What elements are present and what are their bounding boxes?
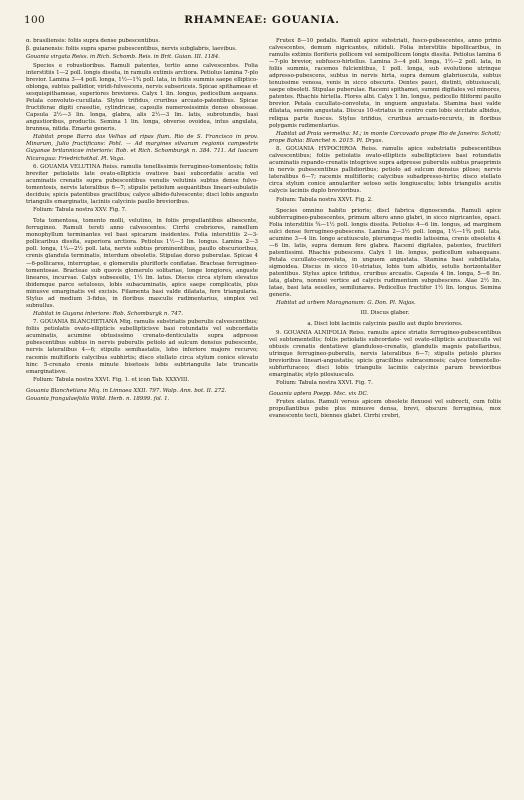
right-column-paragraph: a. Disci lobi laciniis calycinis paullo aut duplo breviores. — [307, 320, 463, 327]
right-column-paragraph: Habitat ad urbem Maragnanum: G. Don. Pl. Najas. — [276, 300, 416, 307]
right-column-paragraph: III. Discus glaber. — [360, 310, 410, 317]
left-column-paragraph: Habitat prope Barra das Velhas ad ripas flum. Rio de S. Francisco in prov. Minarum, Julio fructificans: Pohl. — Ad margines silvarum regionis campestris Guyanae britannicae interioris: Rob. et Rich. Schomburgk n. 384. 711. Ad luacum Nicaragua: Friedrichsthal. Pl. Vaga. — [26, 134, 258, 162]
right-text-column — [269, 38, 501, 786]
page-number: 100 — [24, 14, 45, 26]
page-header — [24, 14, 500, 28]
right-column-paragraph: Folium: Tabula nostra XXVI. Fig. 7. — [276, 380, 373, 387]
left-column-paragraph: Folium: Tabula nostra XXV. Fig. 7. — [33, 207, 127, 214]
left-column-paragraph: α. brasiliensis: foliis supra dense pubescentibus. — [26, 38, 161, 44]
left-column-paragraph: Species e robustioribus. Ramuli patentes, tertio anno calvescentes. Folia interstitiis 1—2 poll. longis dissita, in ramulis extimis arctiora. Petiolus lamina 7-plo brevior. Lamina 3—4 poll. longa, 1½—1¾ poll. lata, in foliis summis saepe elliptico-oblonga, subtus pallidior, viridi-fulvescens, nervis subsericeis. Spicae spithameae et sesquispithameae, superiores breviores. Calyx 1 lin. longus, pedicellum aequans. Petala convoluto-cucullata. Stylus trifidus, cruribus arcuato-patentibus. Spicae fructiferae digiti crassitie, cylindricae, capsulis numerosissimis denso obsessae. Capsula 2½—3 lin. longa, glabra, alis 2½—3 lin. latis, subrotundis, basi angustioribus, productis. Semina 1 lin. longa, obverse ovoidea, intus angulata, brunnea, nitida. Emarte generis. — [26, 62, 258, 133]
right-column-paragraph: 9. GOUANIA ALNIFOLIA Reiss. ramulis apice striatis ferrugineo-pubescentibus vel subtomentellis; foliis petiolatis subcordato- vel ovato-ellipticis acutiusculis vel obtusis crenatis dentatisve glanduloso-crenatis, glandulis magnis patellaribus, utrinque ferrugineo-puberulis, nervis lateralibus 6—7; stipulis petiolo pluries brevioribus lineari-angustatis; spicis gracilibus subracemosis; calyce tomentello-subfurfuraceo; disci lobis triangulis laciniis calycinis parum brevioribus emarginatis; stylo pilosiusculo. — [269, 329, 501, 378]
right-column-paragraph: 8. GOUANIA HYPOCHROA Reiss. ramulis apice substriatis pubescentibus calvescentibus; foliis petiolatis ovato-ellipticis subellipticisve basi rotundatis acuminatis repando-crenatis integrisve supra adpresse puberulis subtus praeprimis in nervis pubescentibus pallidioribus; petiolo ad sulcum densius piloso; nervis lateralibus 6—7; racemis multifloris; calycibus subadpresso-hirtis; disco stellato circa stylum conice annulariter setoso setis longiusculis; lobis triangulis acutis calycis laciniis duplo brevioribus. — [269, 146, 501, 195]
right-column-paragraph: Frutex elatus. Ramuli versus apicem obsolete flexuosi vel subrecti, cum foliis propullantibus pube plus minusve densa, brevi, obscure ferruginea, mox evanescente tecti, biennes glabri. Cirrhi crebri, — [269, 399, 501, 420]
right-column-paragraph: Folium: Tabula nostra XXVI. Fig. 2. — [276, 196, 373, 203]
right-column-paragraph: Species omnino habitu prioris; discl fabrica dignoscenda. Ramuli apice subferrugineo-pubescentes, primum altero anno glabri, in sicco nigricantes, opaci. Folia interstitiis ¾—1½ poll. longis dissita. Petiolus 4—6 lin. longus, ad marginem sulci dense ferrugineo-pubescens. Lamina 2—3½ poll. longa, 1½—1¾ poll. lata, acumine 3—4 lin. longo acutiusculo, plerumque medio latissima, crenis obsoletis 4—6 lin. latis, supra demum fere glabra. Racemi digitales, patentes, fructiferi patentissimi. Rhachis pubescens. Calyx 1 lin. longus, pedicellum subaequans. Petala cucullato-convoluta, in unguem angustata. Stamina basi subdilatata, sigmoidea. Discus in sicco 10-striatus, lobis tum albidis, setulis horizontaliter patentibus. Stylus apice trifidus, cruribus arcuatis. Capsula 4 lin. longa, 5—6 lin. lata, glabra, nonnisi vertice ad calycis rudimentum subpubescens. Alae 2½ lin. latae, basi lata sessiles, semilunares. Pedicellus fructifer 1½ lin. longus. Semina generis. — [269, 207, 501, 299]
left-column-paragraph: β. guianensis: foliis supra sparse pubescentibus, nervis subglabris, laevibus. — [26, 46, 237, 53]
running-title: RHAMNEAE: GOUANIA. — [184, 14, 340, 26]
left-text-column — [26, 38, 258, 786]
left-column-paragraph: Gouania virgata Reiss. in Rich. Schomb. Reis. in Brit. Guian. III. 1184. — [26, 54, 220, 61]
right-column-paragraph: Habitat ad Praia vermelha: M.; in monte Corcovado prope Rio de Janeiro: Schott; prope Bahia: Blanchet n. 2015. Pl. Dryas. — [269, 130, 501, 144]
left-column-paragraph: Habitat in Guyana interiore: Rob. Schomburgk n. 747. — [33, 311, 183, 318]
right-column-paragraph: Frutex 8—10 pedalis. Ramuli apice substriati, fusco-pubescentes, anno primo calvescentes, demum nigricantes, nitiduli. Folia interstitiis bipollicaribus, in ramulis extimis floriferis pollicem vel semipollicem longis dissita. Petiolus lamina 6—7-plo brevior, subfusco-hirtellus. Lamina 3—4 poll. longa, 1½—2 poll. lata, in foliis summis, racemos fulcientibus, 1 poll. longa, sub evolutione utrinque adpresso-pubescens, subtus in nervis hirta, supra demum glabriuscula, subtus tenuissime venosa, venis in sicco obscuris. Dentes pauci, distinti, obtusiusculi, saepe obsoleti. Stipulae puberulae. Racemi spithamei, summi digitales vel minores, patentes. Rhachis hirtella. Flores albi. Calyx 1 lin. longus, pedicello filiformi paullo brevior. Petala cucullato-convoluta, in unguem angustata. Stamina basi valde dilatata, sensim angustata. Discus 10-striatus in centro cum lobis siccitate albidus, reliqua parte fuscus. Stylus trifidus, cruribus arcuato-recurvis, in floribus polygamis rudimentarius. — [269, 38, 501, 129]
right-column-paragraph: Gouania aptera Poepp. Msc. vix DC. — [269, 391, 369, 398]
left-column-paragraph: 7. GOUANIA BLANCHETIANA Miq. ramulis substriatis puberulis calvescentibus; foliis petiolatis ovato-ellipticis subellipticisve basi rotundatis vel subcordatis acuminatis, acumine obtusissimo crenato-denticulatis supra adpresse pubescentibus subtus in nervis puberulis petiolo ad sulcum densius pubescente, nervis lateralibus 4—6; stipulis semihastatis, lobo inferiore majore recurvo; racemis multifloris calycibus subhirtis; disco stellato circa stylum conice elevato hinc 5-crenato crenis minute bisetosis lobis subtriangulis late truncatis emarginatisve. — [26, 319, 258, 375]
left-column-paragraph: Folium: Tabula nostra XXVI. Fig. 1. et icon Tab. XXXVIII. — [33, 376, 190, 383]
left-column-paragraph: Gouania frangulaefolia Willd. Herb. n. 18999. fol. 1. — [26, 396, 170, 403]
left-column-paragraph: Gouania Blanchetiana Miq. in Linnaea XXII. 797. Walp. Ann. bot. II. 272. — [26, 387, 227, 394]
left-column-paragraph: Tota tomentosa, tomento molli, velutino, in foliis propullantibus albescente, ferrugineo. Ramuli tereti anno calvescentes. Cirrhi crebriores, ramellum monophyllum terminantes vel basi spicarum insidentes. Folia interstitiis 2—3-pollicaribus dissita, superiora arctiora. Petiolus 1½—3 lin. longus. Lamina 2—3 poll. longa, 1¼—2½ poll. lata, nervis subtus prominentibus, paullo obscurioribus, crenis glandula terminatis, interdum obsoletis. Stipulae dorso puberulae. Spicae 4—6-pollicares, interruptae, e glomerulis pluriflorls conflatae. Bracteae ferrugineo-tomentosae. Bracteae sub quovis glomerulo solitariae, longe longiores, anguste lineares, incurvae. Calyx subsessilis, 1½ lin. latus. Discus circa stylum elevatus ibidemque parce setulosus, lobis subacuminatis, apice saepe complicatis, plus minusve emarginatis vel excisis. Filamenta basi valde dilatata, fere triangularia. Stylus ad medium 3-fidus, in floribus masculis rudimentarius, simplex vel subnullus. — [26, 218, 258, 309]
left-column-paragraph: 6. GOUANIA VELUTINA Reiss. ramulis tenellissimis ferrugineo-tomentosis; foliis breviter petiolatis late ovato-ellipticis ovatisve basi subcordatis acutis vel acuminatis crenatis supra pubescentibus venulis velutinis subtus dense fulvo-tomentosis, nervis lateralibus 6—7; stipulis petiolum aequantibus lineari-subulatis deciduis; spicis patentibus gracilibus; calyce albido-fulvescente; disci lobis angusto triangulis emarginatis, laciniis calycinis paullo brevioribus. — [26, 163, 258, 205]
